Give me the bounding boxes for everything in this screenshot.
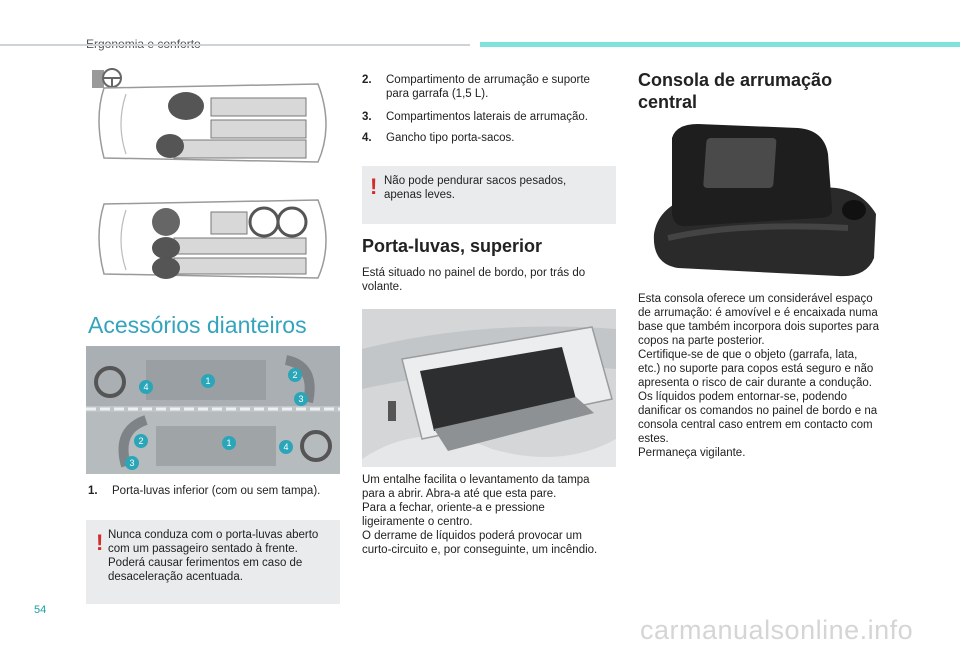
- callout-4-bottom: 4: [279, 440, 293, 454]
- list-item-text: Gancho tipo porta-sacos.: [386, 132, 515, 144]
- list-item-2: [362, 73, 616, 101]
- upper-glovebox-photo: [362, 309, 616, 467]
- callout-3-bottom: 3: [125, 456, 139, 470]
- watermark: carmanualsonline.info: [640, 615, 914, 645]
- center-console-photo: [648, 118, 884, 288]
- warning-text: [384, 174, 566, 202]
- paragraph-line: estes.: [638, 433, 669, 445]
- steering-wheel-icon: [92, 69, 121, 88]
- list-item-line: Compartimento de arrumação e suporte: [386, 74, 590, 86]
- section-title-acessorios: Acessórios dianteiros: [88, 312, 307, 338]
- page-number: 54: [34, 604, 47, 616]
- header-divider: [0, 44, 470, 46]
- callout-1-bottom: 1: [222, 436, 236, 450]
- title-line: Consola de arrumação: [638, 70, 833, 90]
- title-line: central: [638, 92, 698, 112]
- paragraph-line: ligeiramente o centro.: [362, 516, 473, 528]
- paragraph-line: danificar os comandos no painel de bordo e na: [638, 405, 878, 417]
- warning-line: com um passageiro sentado à frente.: [108, 543, 298, 555]
- callout-3-top: 3: [294, 392, 308, 406]
- paragraph-line: consola central caso entrem em contacto com: [638, 419, 873, 431]
- list-item-text: Compartimentos laterais de arrumação.: [386, 111, 588, 123]
- list-item-number: 1.: [88, 485, 98, 497]
- paragraph-line: Os líquidos podem entornar-se, podendo: [638, 391, 848, 403]
- warning-icon: !: [96, 530, 104, 555]
- warning-box-bags: [362, 166, 616, 224]
- warning-line: desaceleração acentuada.: [108, 571, 243, 583]
- callout-2-top: 2: [288, 368, 302, 382]
- warning-line: apenas leves.: [384, 189, 455, 201]
- paragraph-line: etc.) no suporte para copos está seguro e não: [638, 363, 874, 375]
- header-accent-bar: [480, 42, 960, 47]
- callout-2-bottom: 2: [134, 434, 148, 448]
- warning-line: Não pode pendurar sacos pesados,: [384, 175, 567, 187]
- paragraph-line: O derrame de líquidos poderá provocar um: [362, 530, 582, 542]
- paragraph-line: de arrumação: é amovível e é encaixada numa: [638, 307, 878, 319]
- body-paragraph-porta-luvas: [362, 473, 597, 557]
- body-paragraph-consola: [638, 292, 879, 460]
- vehicle-seating-illustration: [86, 66, 340, 292]
- glovebox-photo: [86, 346, 340, 474]
- paragraph-line: base que também incorpora dois suportes para: [638, 321, 880, 333]
- list-item-text: [386, 73, 590, 101]
- list-item-line: para garrafa (1,5 L).: [386, 88, 489, 100]
- list-item-text: Porta-luvas inferior (com ou sem tampa).: [112, 485, 321, 497]
- list-item-3: [362, 110, 616, 124]
- section-title-porta-luvas: Porta-luvas, superior: [362, 236, 543, 256]
- paragraph-line: Um entalhe facilita o levantamento da tampa: [362, 474, 590, 486]
- warning-icon: !: [370, 174, 378, 199]
- paragraph-line: copos na parte posterior.: [638, 335, 765, 347]
- paragraph-line: Certifique-se de que o objeto (garrafa, lata,: [638, 349, 858, 361]
- paragraph-line: Permaneça vigilante.: [638, 447, 746, 459]
- section-title-consola: [638, 69, 832, 113]
- paragraph-line: Para a fechar, oriente-a e pressione: [362, 502, 545, 514]
- warning-line: Nunca conduza com o porta-luvas aberto: [108, 529, 319, 541]
- paragraph-line: volante.: [362, 281, 403, 293]
- paragraph-line: Está situado no painel de bordo, por trás do: [362, 267, 586, 279]
- paragraph-line: apresenta o risco de cair durante a condução.: [638, 377, 872, 389]
- list-item-number: 3.: [362, 111, 372, 123]
- paragraph-line: Esta consola oferece um considerável espaço: [638, 293, 873, 305]
- list-item-1: [88, 484, 340, 498]
- intro-paragraph: [362, 266, 585, 294]
- warning-box-glovebox: [86, 520, 340, 604]
- paragraph-line: curto-circuito e, por conseguinte, um incêndio.: [362, 544, 598, 556]
- callout-4-top: 4: [139, 380, 153, 394]
- list-item-4: [362, 131, 616, 145]
- list-item-number: 2.: [362, 74, 372, 86]
- warning-line: Poderá causar ferimentos em caso de: [108, 557, 303, 569]
- callout-1-top: 1: [201, 374, 215, 388]
- warning-text: [108, 528, 318, 584]
- list-item-number: 4.: [362, 132, 372, 144]
- paragraph-line: para a abrir. Abra-a até que esta pare.: [362, 488, 557, 500]
